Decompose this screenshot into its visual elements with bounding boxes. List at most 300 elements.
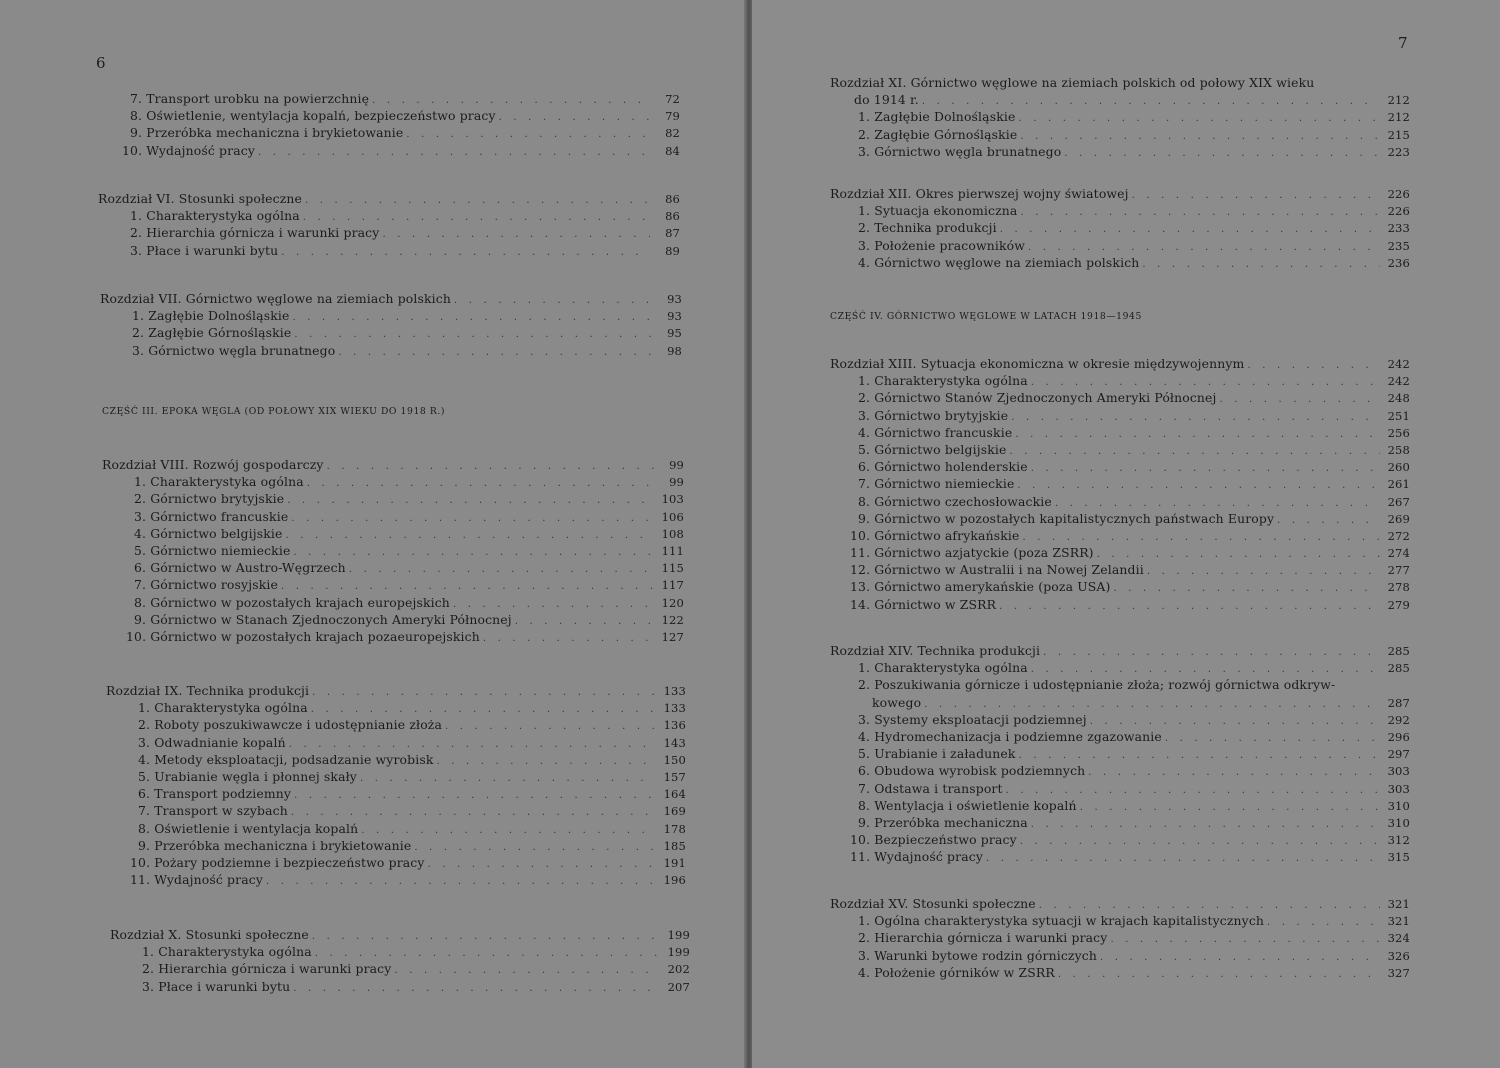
toc-entry-title: 4. Górnictwo węglowe na ziemiach polskich <box>858 254 1140 270</box>
toc-entry-page: 260 <box>1387 460 1410 475</box>
toc-entry <box>830 219 1410 236</box>
toc-entry-page: 93 <box>667 292 682 306</box>
chapter-title-continuation: do 1914 r. <box>854 92 919 108</box>
toc-entry <box>102 611 684 628</box>
toc-entry <box>106 716 686 733</box>
toc-entry <box>830 912 1410 929</box>
toc-entry <box>106 837 686 854</box>
toc-entry-title: 4. Położenie górników w ZSRR <box>858 964 1055 980</box>
toc-entry-page: 226 <box>1387 204 1410 219</box>
leader-dots <box>1114 580 1380 597</box>
toc-entry-page: 196 <box>663 873 686 888</box>
toc-entry-page: 99 <box>669 475 684 490</box>
toc-entry-title: 3. Górnictwo węgla brunatnego <box>858 143 1062 159</box>
part-heading: CZĘŚĆ III. EPOKA WĘGLA (OD POŁOWY XIX WIEKU DO 1918 R.) <box>102 406 446 417</box>
toc-entry-title: 5. Urabianie węgla i płonnej skały <box>138 768 357 784</box>
toc-entry-page: 321 <box>1387 914 1410 929</box>
toc-entry-page: 269 <box>1387 511 1410 526</box>
toc-entry-page: 115 <box>661 561 684 576</box>
leader-dots <box>445 718 656 735</box>
toc-entry <box>98 224 680 241</box>
leader-dots <box>1064 145 1380 162</box>
toc-entry <box>830 561 1410 578</box>
toc-entry <box>100 324 682 341</box>
toc-chapter-11 <box>830 74 1410 160</box>
toc-entry-title: 1. Charakterystyka ogólna <box>858 373 1028 389</box>
leader-dots <box>1058 966 1380 983</box>
toc-chapter-9 <box>106 682 686 888</box>
toc-entry-page: 327 <box>1387 965 1410 980</box>
toc-entry-title: 6. Górnictwo holenderskie <box>858 459 1028 475</box>
toc-entry <box>830 578 1410 595</box>
toc-entry-page: 251 <box>1387 408 1410 423</box>
toc-entry <box>102 594 684 611</box>
chapter-heading <box>830 642 1410 659</box>
toc-entry <box>98 207 680 224</box>
chapter-heading <box>830 895 1410 912</box>
toc-entry-page: 233 <box>1387 221 1410 236</box>
toc-entry-page: 169 <box>663 804 686 819</box>
toc-entry-title: 3. Płace i warunki bytu <box>142 978 291 994</box>
toc-entry-title: 1. Charakterystyka ogólna <box>134 474 304 490</box>
leader-dots <box>1142 256 1380 273</box>
toc-entry <box>830 126 1410 143</box>
chapter-heading <box>98 190 680 207</box>
toc-entry-page: 285 <box>1387 661 1410 676</box>
toc-entry <box>98 142 680 159</box>
toc-entry-title: 2. Zagłębie Górnośląskie <box>858 126 1018 142</box>
leader-dots <box>360 770 656 787</box>
toc-chapter-15 <box>830 895 1410 981</box>
toc-entry-page: 315 <box>1387 850 1410 865</box>
toc-entry-title: 2. Hierarchia górnicza i warunki pracy <box>142 961 392 977</box>
chapter-title: Rozdział XV. Stosunki społeczne <box>830 896 1036 911</box>
leader-dots <box>1267 914 1380 931</box>
toc-entry <box>830 947 1410 964</box>
toc-entry <box>830 694 1410 711</box>
leader-dots <box>382 226 650 243</box>
toc-entry <box>98 90 680 107</box>
toc-entry <box>102 628 684 645</box>
leader-dots <box>1247 357 1380 374</box>
toc-entry <box>830 108 1410 125</box>
toc-entry <box>830 797 1410 814</box>
toc-entry-title: 8. Wentylacja i oświetlenie kopalń <box>858 797 1077 813</box>
toc-entry <box>106 768 686 785</box>
toc-entry-page: 296 <box>1387 729 1410 744</box>
toc-entry-title: 7. Transport w szybach <box>138 803 288 819</box>
toc-chapter-13 <box>830 355 1410 613</box>
toc-entry-page: 87 <box>665 226 680 241</box>
leader-dots <box>1011 409 1380 426</box>
leader-dots <box>1088 764 1380 781</box>
leader-dots <box>1277 512 1380 529</box>
leader-dots <box>293 980 660 997</box>
leader-dots <box>499 109 650 126</box>
toc-entry <box>106 820 686 837</box>
toc-chapter-10 <box>110 926 690 995</box>
toc-entry-title: 1. Zagłębie Dolnośląskie <box>858 109 1016 125</box>
leader-dots <box>986 850 1380 867</box>
toc-entry-title: 8. Górnictwo czechosłowackie <box>858 493 1052 509</box>
left-page <box>0 0 748 1068</box>
toc-entry-page: 127 <box>661 629 684 644</box>
toc-entry-title: 13. Górnictwo amerykańskie (poza USA) <box>850 579 1111 595</box>
toc-entry-page: 95 <box>667 326 682 341</box>
leader-dots <box>312 684 656 701</box>
toc-chapter-12 <box>830 185 1410 271</box>
toc-entry <box>100 307 682 324</box>
toc-entry-title: 5. Górnictwo belgijskie <box>858 441 1007 457</box>
leader-dots <box>1031 816 1380 833</box>
toc-entry-page: 111 <box>661 543 684 558</box>
toc-entry-title: 2. Poszukiwania górnicze i udostępnianie złoża; rozwój górnictwa odkryw- <box>858 677 1336 693</box>
toc-entry-page: 178 <box>663 821 686 836</box>
toc-entry <box>830 441 1410 458</box>
chapter-heading <box>110 926 690 943</box>
chapter-title: Rozdział XIII. Sytuacja ekonomiczna w okresie międzywojennym <box>830 356 1245 371</box>
leader-dots <box>327 458 654 475</box>
toc-entry-page: 236 <box>1387 255 1410 270</box>
chapter-title: Rozdział X. Stosunki społeczne <box>110 927 309 942</box>
toc-entry <box>102 490 684 507</box>
toc-entry-page: 223 <box>1387 144 1410 159</box>
leader-dots <box>294 326 652 343</box>
toc-entry-page: 248 <box>1387 391 1410 406</box>
leader-dots <box>292 309 652 326</box>
leader-dots <box>305 192 650 209</box>
chapter-title: Rozdział XIV. Technika produkcji <box>830 643 1041 658</box>
leader-dots <box>1110 931 1380 948</box>
toc-entry-page: 212 <box>1387 110 1410 125</box>
toc-entry <box>102 559 684 576</box>
leader-dots <box>1020 204 1380 221</box>
toc-entry <box>830 964 1410 981</box>
toc-entry <box>830 929 1410 946</box>
toc-entry <box>106 854 686 871</box>
toc-entry-page: 86 <box>665 209 680 224</box>
toc-entry-title: 3. Warunki bytowe rodzin górniczych <box>858 947 1097 963</box>
toc-entry <box>830 596 1410 613</box>
toc-entry-title: 7. Odstawa i transport <box>858 780 1003 796</box>
leader-dots <box>1020 833 1380 850</box>
toc-entry-page: 108 <box>661 526 684 541</box>
toc-entry-title: 10. Bezpieczeństwo pracy <box>850 832 1017 848</box>
leader-dots <box>394 962 660 979</box>
leader-dots <box>266 873 656 890</box>
leader-dots <box>287 492 654 509</box>
toc-entry-title: 2. Zagłębie Górnośląskie <box>132 325 292 341</box>
toc-entry-title: 10. Górnictwo afrykańskie <box>850 527 1020 543</box>
toc-entry-page: 303 <box>1387 764 1410 779</box>
toc-entry-title: 1. Sytuacja ekonomiczna <box>858 203 1018 219</box>
toc-entry-title: 2. Górnictwo Stanów Zjednoczonych Ameryki Północnej <box>858 390 1217 406</box>
toc-entry <box>106 871 686 888</box>
toc-entry <box>106 734 686 751</box>
toc-entry <box>830 762 1410 779</box>
leader-dots <box>1020 128 1380 145</box>
toc-entry-title: 5. Górnictwo niemieckie <box>134 542 291 558</box>
toc-entry <box>830 237 1410 254</box>
leader-dots <box>349 561 654 578</box>
toc-entry-title: 1. Charakterystyka ogólna <box>142 944 312 960</box>
toc-entry-title: 9. Górnictwo w Stanach Zjednoczonych Ameryki Północnej <box>134 611 512 627</box>
toc-entry <box>110 960 690 977</box>
toc-entry-title: 10. Górnictwo w pozostałych krajach pozaeuropejskich <box>126 628 480 644</box>
chapter-title: Rozdział VII. Górnictwo węglowe na ziemiach polskich <box>100 291 452 306</box>
toc-entry-page: 256 <box>1387 425 1410 440</box>
toc-entry-title: 3. Odwadnianie kopalń <box>138 734 286 750</box>
toc-entry-title: 1. Charakterystyka ogólna <box>130 208 300 224</box>
toc-entry <box>830 676 1410 693</box>
leader-dots <box>515 613 654 630</box>
toc-entry-page: 207 <box>667 979 690 994</box>
leader-dots <box>428 856 656 873</box>
toc-entry-page: 191 <box>663 855 686 870</box>
toc-entry-page: 93 <box>667 309 682 324</box>
toc-entry-title: 7. Górnictwo niemieckie <box>858 476 1015 492</box>
toc-block-a <box>98 90 680 159</box>
toc-entry <box>830 202 1410 219</box>
toc-entry-title: 3. Górnictwo węgla brunatnego <box>132 342 336 358</box>
toc-entry-title: 8. Górnictwo w pozostałych krajach europejskich <box>134 594 450 610</box>
toc-entry-page: 136 <box>663 718 686 733</box>
leader-dots <box>285 527 654 544</box>
toc-chapter-7 <box>100 290 682 359</box>
toc-entry <box>830 711 1410 728</box>
toc-entry <box>98 107 680 124</box>
leader-dots <box>454 292 652 309</box>
toc-entry <box>102 542 684 559</box>
toc-entry <box>102 508 684 525</box>
leader-dots <box>414 839 656 856</box>
toc-entry-page: 235 <box>1387 238 1410 253</box>
leader-dots <box>1220 391 1380 408</box>
toc-entry-title: 4. Hydromechanizacja i podziemne zgazowanie <box>858 728 1162 744</box>
leader-dots <box>437 753 657 770</box>
leader-dots <box>294 787 656 804</box>
toc-entry <box>830 780 1410 797</box>
leader-dots <box>406 126 650 143</box>
toc-chapter-14 <box>830 642 1410 865</box>
toc-entry-title: 7. Górnictwo rosyjskie <box>134 577 278 593</box>
chapter-heading <box>102 456 684 473</box>
toc-entry-page: 258 <box>1387 442 1410 457</box>
toc-entry-title: 4. Górnictwo francuskie <box>858 424 1013 440</box>
toc-entry-page: 84 <box>665 143 680 158</box>
toc-entry-title: 7. Transport urobku na powierzchnię <box>130 91 370 106</box>
leader-dots <box>338 344 652 361</box>
toc-entry <box>830 510 1410 527</box>
toc-entry-page: 215 <box>1387 127 1410 142</box>
toc-entry-page: 297 <box>1387 747 1410 762</box>
toc-entry-title: 1. Ogólna charakterystyka sytuacji w krajach kapitalistycznych <box>858 913 1265 929</box>
toc-entry-page: 326 <box>1387 948 1410 963</box>
toc-entry-page: 133 <box>663 701 686 716</box>
toc-entry-title: 14. Górnictwo w ZSRR <box>850 596 997 612</box>
page-number: 6 <box>96 54 106 72</box>
leader-dots <box>1015 426 1380 443</box>
toc-entry <box>830 527 1410 544</box>
toc-entry-title: 2. Hierarchia górnicza i warunki pracy <box>858 930 1108 946</box>
leader-dots <box>307 475 654 492</box>
toc-entry-page: 86 <box>665 192 680 206</box>
toc-entry-title: 6. Górnictwo w Austro-Węgrzech <box>134 560 346 576</box>
toc-entry-title: 6. Transport podziemny <box>138 786 292 802</box>
toc-entry-page: 157 <box>663 769 686 784</box>
toc-entry <box>110 943 690 960</box>
toc-entry-title: 3. Płace i warunki bytu <box>130 242 279 258</box>
toc-entry-page: 279 <box>1387 597 1410 612</box>
toc-entry-page: 185 <box>663 838 686 853</box>
leader-dots <box>291 510 654 527</box>
page-number: 7 <box>1398 34 1408 52</box>
toc-entry <box>102 576 684 593</box>
toc-entry-page: 278 <box>1387 580 1410 595</box>
toc-entry-title: 12. Górnictwo w Australii i na Nowej Zelandii <box>850 562 1144 578</box>
chapter-heading <box>100 290 682 307</box>
chapter-heading <box>830 355 1410 372</box>
toc-entry-page: 242 <box>1387 357 1410 371</box>
toc-entry-page: 303 <box>1387 781 1410 796</box>
toc-entry-page: 310 <box>1387 815 1410 830</box>
toc-entry <box>102 473 684 490</box>
toc-entry-title: 6. Obudowa wyrobisk podziemnych <box>858 763 1086 779</box>
toc-entry <box>830 407 1410 424</box>
toc-entry-title: 2. Technika produkcji <box>858 220 997 236</box>
toc-entry-title: 3. Górnictwo brytyjskie <box>858 407 1009 423</box>
toc-entry-page: 106 <box>661 509 684 524</box>
leader-dots <box>1147 563 1380 580</box>
toc-entry-page: 242 <box>1387 374 1410 389</box>
leader-dots <box>1031 460 1380 477</box>
toc-entry-title: 1. Charakterystyka ogólna <box>858 660 1028 676</box>
leader-dots <box>1043 644 1380 661</box>
toc-entry-page: 261 <box>1387 477 1410 492</box>
toc-entry-page: 82 <box>665 126 680 141</box>
toc-entry-title: 11. Górnictwo azjatyckie (poza ZSRR) <box>850 545 1094 561</box>
toc-entry-title: 3. Położenie pracowników <box>858 237 1025 253</box>
toc-entry-page: 202 <box>667 962 690 977</box>
toc-entry <box>830 848 1410 865</box>
toc-entry <box>830 728 1410 745</box>
leader-dots <box>1000 221 1380 238</box>
toc-entry <box>830 659 1410 676</box>
toc-entry-title: 9. Przeróbka mechaniczna i brykietowanie <box>138 837 412 853</box>
chapter-title: Rozdział XI. Górnictwo węglowe na ziemiach polskich od połowy XIX wieku <box>830 75 1315 90</box>
chapter-title: Rozdział IX. Technika produkcji <box>106 683 310 698</box>
toc-entry-page: 267 <box>1387 494 1410 509</box>
toc-entry-page: 89 <box>665 243 680 258</box>
toc-entry-title: 4. Górnictwo belgijskie <box>134 525 283 541</box>
leader-dots <box>1132 187 1380 204</box>
toc-entry-title-continuation: kowego <box>872 694 922 710</box>
toc-entry-page: 72 <box>665 92 680 106</box>
toc-entry-page: 99 <box>669 458 684 472</box>
part-heading: CZĘŚĆ IV. GÓRNICTWO WĘGLOWE W LATACH 1918—1945 <box>830 311 1142 322</box>
toc-entry-title: 9. Przeróbka mechaniczna i brykietowanie <box>130 125 404 141</box>
chapter-heading <box>830 185 1410 202</box>
toc-entry-title: 10. Pożary podziemne i bezpieczeństwo pracy <box>130 854 425 870</box>
right-page <box>752 0 1500 1068</box>
toc-entry-page: 150 <box>663 752 686 767</box>
toc-entry-title: 3. Górnictwo francuskie <box>134 508 289 524</box>
toc-entry <box>830 458 1410 475</box>
toc-entry-title: 10. Wydajność pracy <box>122 142 255 158</box>
toc-entry <box>830 475 1410 492</box>
toc-entry-page: 199 <box>667 945 690 960</box>
toc-entry <box>830 389 1410 406</box>
leader-dots <box>999 598 1380 615</box>
toc-entry-title: 2. Górnictwo brytyjskie <box>134 491 285 507</box>
toc-entry-page: 133 <box>663 684 686 698</box>
toc-entry <box>102 525 684 542</box>
toc-entry-title: 11. Wydajność pracy <box>130 872 263 888</box>
toc-entry-title: 1. Charakterystyka ogólna <box>138 700 308 716</box>
toc-entry-page: 272 <box>1387 528 1410 543</box>
toc-entry <box>830 424 1410 441</box>
leader-dots <box>1009 443 1380 460</box>
chapter-title: Rozdział VI. Stosunki społeczne <box>98 191 302 206</box>
leader-dots <box>1080 799 1380 816</box>
toc-entry-title: 4. Metody eksploatacji, podsadzanie wyrobisk <box>138 751 434 767</box>
toc-entry-title: 3. Systemy eksploatacji podziemnej <box>858 711 1087 727</box>
leader-dots <box>281 244 650 261</box>
chapter-heading <box>106 682 686 699</box>
toc-entry <box>98 124 680 141</box>
leader-dots <box>258 144 650 161</box>
toc-entry-page: 285 <box>1387 644 1410 658</box>
toc-entry-title: 9. Górnictwo w pozostałych kapitalistycznych państwach Europy <box>858 510 1275 526</box>
toc-entry-page: 98 <box>667 343 682 358</box>
toc-entry <box>830 745 1410 762</box>
toc-entry-page: 277 <box>1387 563 1410 578</box>
toc-entry-title: 1. Zagłębie Dolnośląskie <box>132 308 290 324</box>
toc-entry-title: 9. Przeróbka mechaniczna <box>858 814 1028 830</box>
toc-entry-page: 79 <box>665 109 680 124</box>
toc-entry <box>106 751 686 768</box>
toc-entry-page: 287 <box>1387 695 1410 710</box>
chapter-title: Rozdział VIII. Rozwój gospodarczy <box>102 457 324 472</box>
toc-entry-title: 8. Oświetlenie i wentylacja kopalń <box>138 820 359 836</box>
toc-entry <box>106 699 686 716</box>
toc-entry-page: 310 <box>1387 798 1410 813</box>
chapter-heading-line <box>830 91 1410 108</box>
toc-entry-title: 5. Urabianie i załadunek <box>858 746 1016 762</box>
toc-entry-page: 312 <box>1387 833 1410 848</box>
toc-entry <box>106 802 686 819</box>
chapter-title: Rozdział XII. Okres pierwszej wojny światowej <box>830 186 1129 201</box>
leader-dots <box>312 928 660 945</box>
toc-entry-page: 120 <box>661 595 684 610</box>
leader-dots <box>1018 110 1380 127</box>
toc-entry-page: 292 <box>1387 712 1410 727</box>
toc-entry <box>106 785 686 802</box>
toc-entry-page: 103 <box>661 492 684 507</box>
toc-entry-page: 226 <box>1387 187 1410 201</box>
leader-dots <box>1100 949 1380 966</box>
chapter-heading-line <box>830 74 1410 91</box>
toc-entry <box>830 814 1410 831</box>
toc-entry <box>830 143 1410 160</box>
toc-entry <box>830 544 1410 561</box>
toc-entry-page: 212 <box>1387 93 1410 108</box>
toc-entry-page: 164 <box>663 787 686 802</box>
toc-entry-page: 199 <box>667 928 690 942</box>
toc-entry-page: 117 <box>661 578 684 593</box>
toc-entry-page: 324 <box>1387 931 1410 946</box>
toc-entry <box>830 372 1410 389</box>
